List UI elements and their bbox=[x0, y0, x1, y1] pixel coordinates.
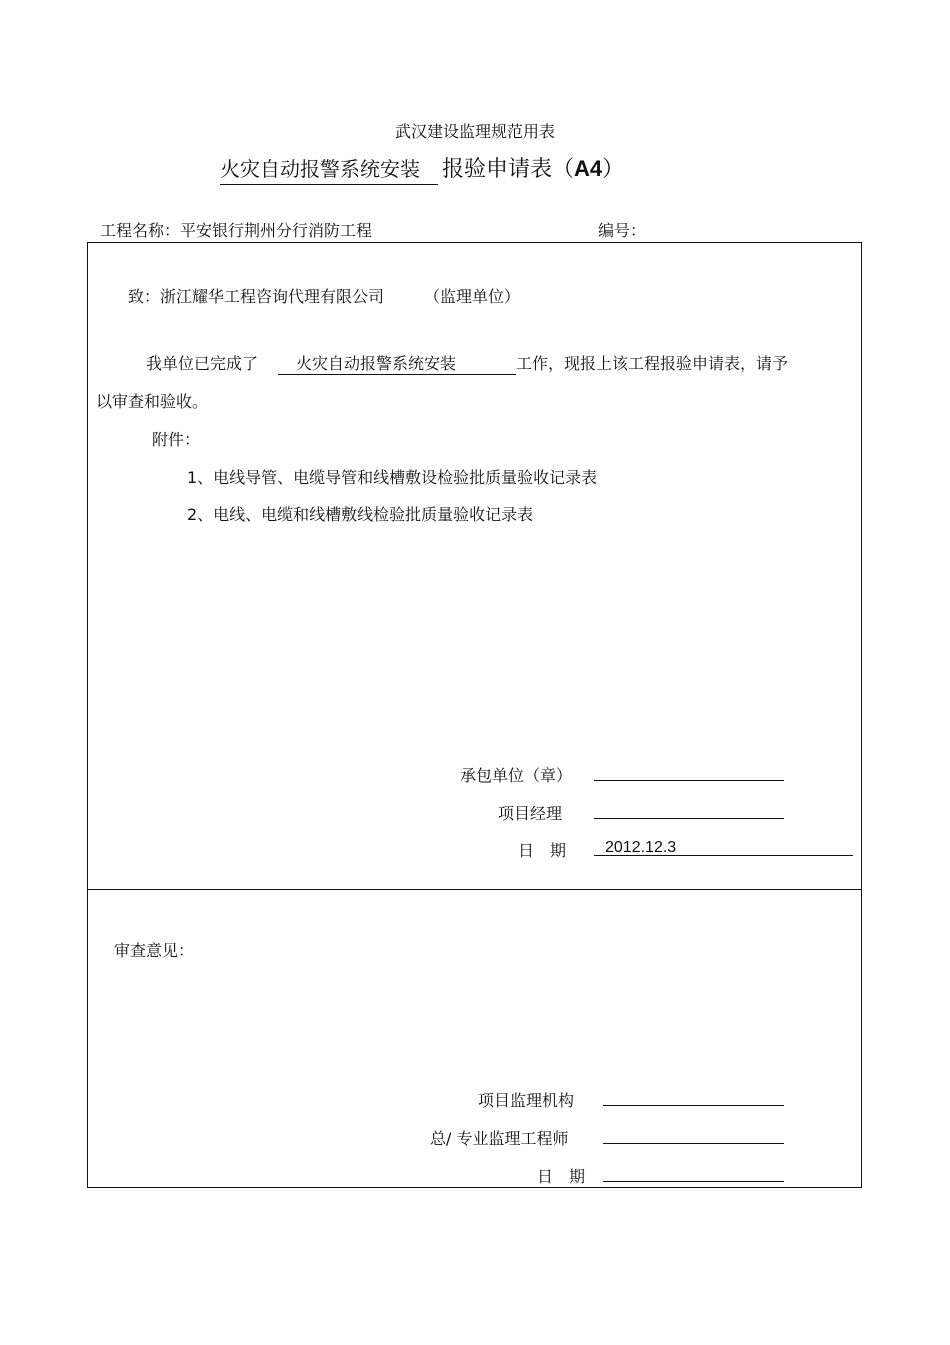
code-label: 编号： bbox=[598, 221, 647, 240]
contractor-signature-line bbox=[594, 780, 784, 781]
project-label: 工程名称： bbox=[100, 221, 181, 240]
application-date-value: 2012.12.3 bbox=[605, 839, 677, 856]
contractor-label: 承包单位（章） bbox=[460, 766, 573, 785]
supervision-org-signature-line bbox=[603, 1105, 784, 1106]
to-company: 浙江耀华工程咨询代理有限公司 bbox=[160, 287, 385, 306]
work-name: 火灾自动报警系统安装 bbox=[278, 351, 516, 375]
title-close: ） bbox=[602, 157, 625, 182]
to-role: （监理单位） bbox=[424, 287, 521, 306]
supervision-org-label: 项目监理机构 bbox=[478, 1091, 575, 1110]
attachment-item: 1、电线导管、电缆导管和线槽敷设检验批质量验收记录表 bbox=[187, 468, 598, 487]
application-date-label: 日 期 bbox=[518, 841, 567, 860]
title-main: 报验申请表（ bbox=[442, 157, 575, 182]
attachments-label: 附件： bbox=[152, 430, 201, 449]
title-code: A4 bbox=[574, 156, 603, 181]
body-suffix: 工作，现报上该工程报验申请表，请予 bbox=[516, 354, 789, 373]
project-row bbox=[100, 218, 372, 241]
body-prefix: 我单位已完成了 bbox=[146, 354, 259, 373]
project-name: 平安银行荆州分行消防工程 bbox=[180, 221, 373, 240]
addressee-row bbox=[128, 284, 520, 307]
title-subject: 火灾自动报警系统安装 bbox=[220, 153, 438, 185]
section-divider bbox=[87, 889, 862, 890]
body-line-2: 以审查和验收。 bbox=[96, 392, 209, 411]
form-title bbox=[220, 152, 624, 185]
standard-label: 武汉建设监理规范用表 bbox=[394, 122, 555, 141]
review-date-label: 日 期 bbox=[537, 1167, 586, 1186]
attachment-item: 2、电线、电缆和线槽敷线检验批质量验收记录表 bbox=[187, 505, 534, 524]
manager-signature-line bbox=[594, 818, 784, 819]
engineer-label: 总/ 专业监理工程师 bbox=[430, 1129, 569, 1148]
review-opinion-label: 审查意见： bbox=[114, 941, 195, 960]
to-label: 致： bbox=[128, 287, 161, 306]
engineer-signature-line bbox=[603, 1143, 784, 1144]
manager-label: 项目经理 bbox=[498, 804, 563, 823]
review-date-line bbox=[603, 1181, 784, 1182]
form-box bbox=[87, 242, 862, 1188]
body-line-1 bbox=[146, 351, 788, 375]
